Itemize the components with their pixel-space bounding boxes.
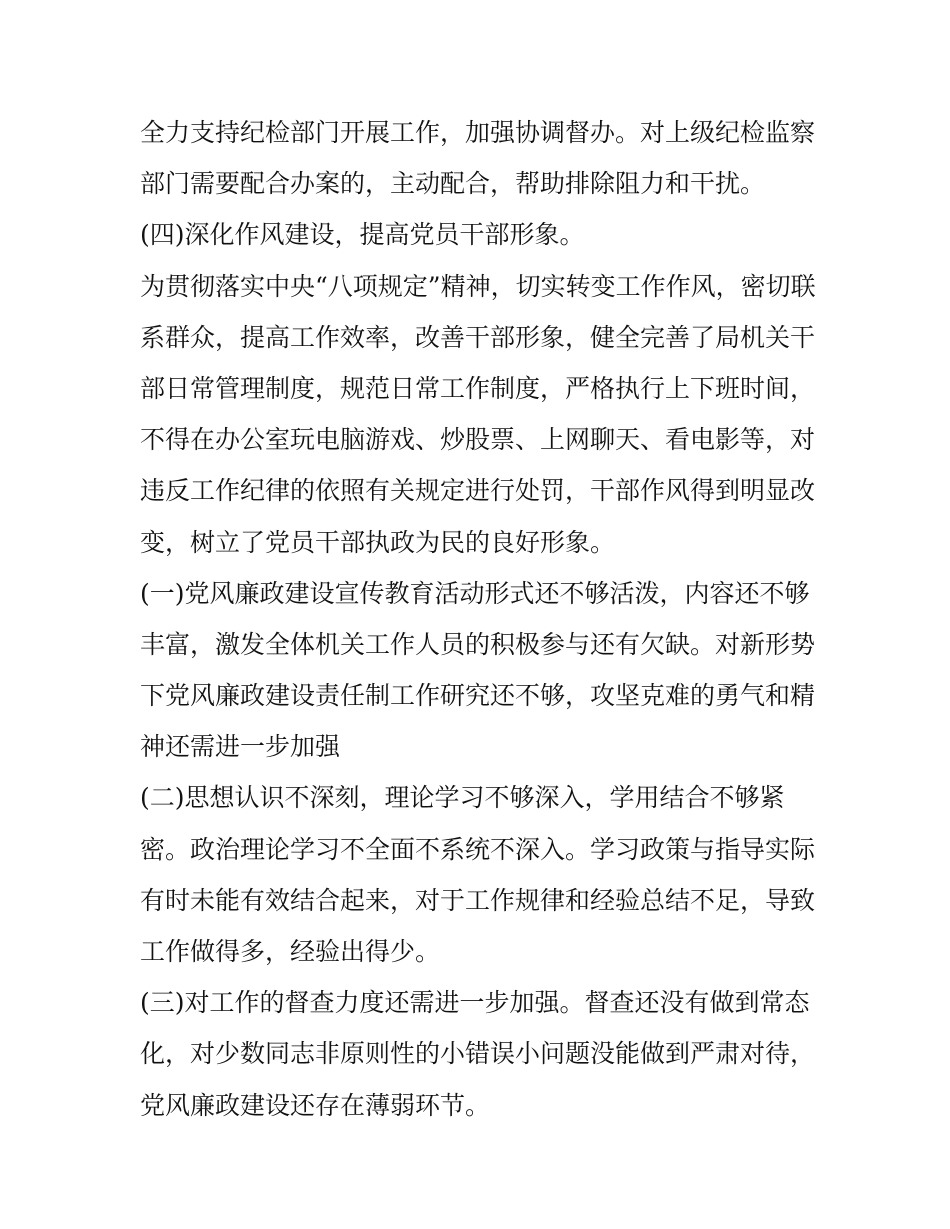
text-line: 部日常管理制度，规范日常工作制度，严格执行上下班时间， [140,373,816,403]
text-line: 党风廉政建设还存在薄弱环节。 [140,1090,491,1120]
text-line: 神还需进一步加强 [140,732,341,762]
text-line: (三)对工作的督查力度还需进一步加强。督查还没有做到常态 [140,988,810,1018]
text-line: 化，对少数同志非原则性的小错误小问题没能做到严肃对待， [140,1039,816,1069]
document-body [140,107,820,1131]
text-line: (二)思想认识不深刻，理论学习不够深入，学用结合不够紧 [140,783,785,813]
text-line: 为贯彻落实中央“八项规定”精神，切实转变工作作风，密切联 [140,271,816,301]
text-line: 全力支持纪检部门开展工作，加强协调督办。对上级纪检监察 [140,118,816,147]
text-line: 部门需要配合办案的，主动配合，帮助排除阻力和干扰。 [140,169,766,199]
text-line: 下党风廉政建设责任制工作研究还不够，攻坚克难的勇气和精 [140,681,816,711]
text-line: 变，树立了党员干部执政为民的良好形象。 [140,527,616,557]
text-line: (一)党风廉政建设宣传教育活动形式还不够活泼，内容还不够 [140,578,810,608]
text-line: 丰富，激发全体机关工作人员的积极参与还有欠缺。对新形势 [140,629,816,659]
text-line: 工作做得多，经验出得少。 [140,937,441,966]
section-heading: (四)深化作风建设，提高党员干部形象。 [140,220,585,250]
text-line: 违反工作纪律的依照有关规定进行处罚，干部作风得到明显改 [140,476,816,506]
text-line: 密。政治理论学习不全面不系统不深入。学习政策与指导实际 [140,834,816,864]
text-line: 系群众，提高工作效率，改善干部形象，健全完善了局机关干 [140,322,816,352]
text-line: 不得在办公室玩电脑游戏、炒股票、上网聊天、看电影等，对 [140,425,816,455]
text-line: 有时未能有效结合起来，对于工作规律和经验总结不足，导致 [140,885,816,915]
